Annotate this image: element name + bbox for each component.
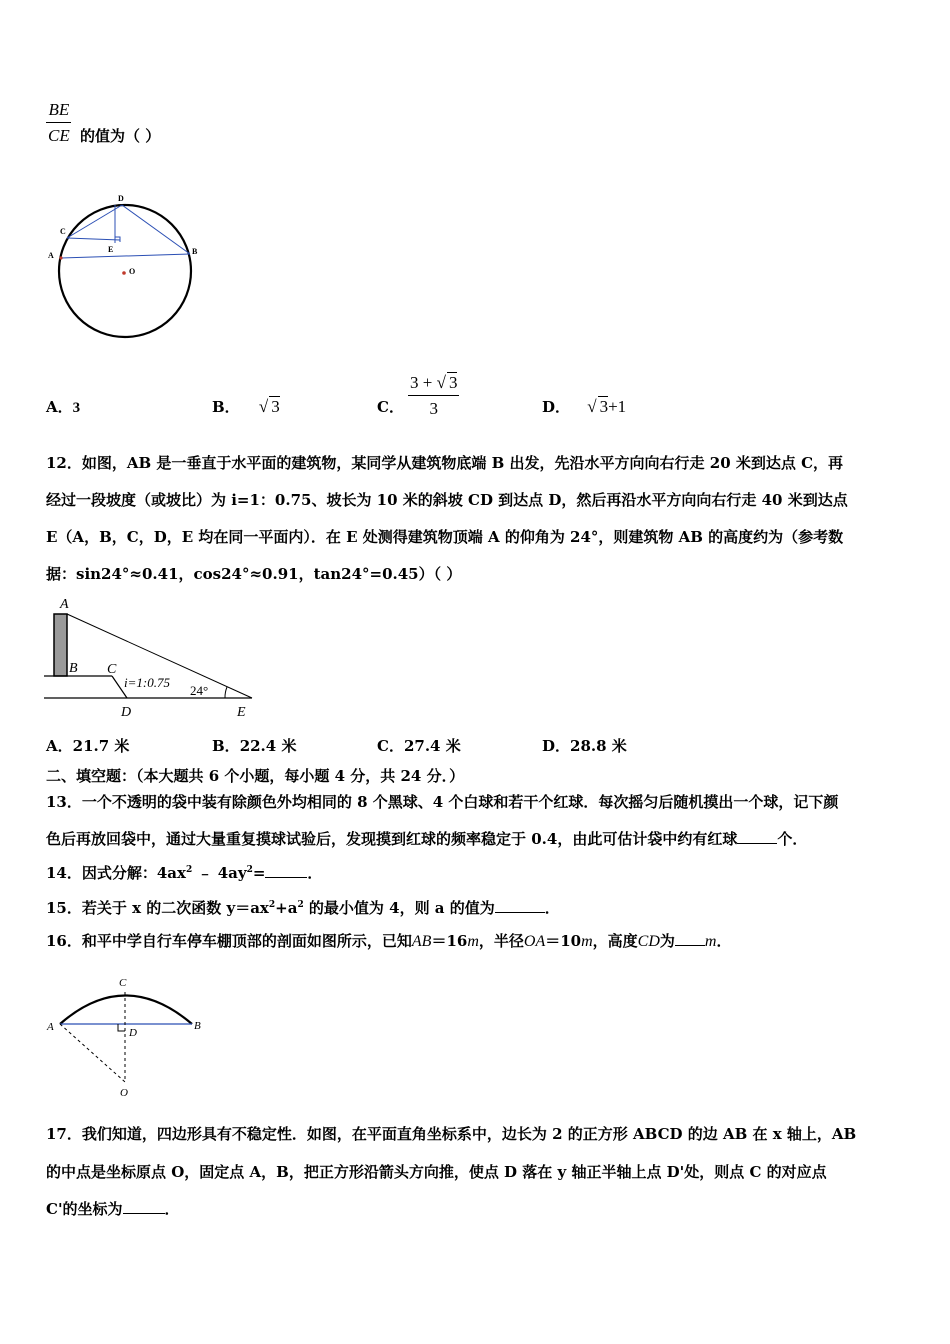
q13-answer-blank[interactable]	[737, 843, 777, 844]
q12-option-b[interactable]	[212, 735, 296, 756]
q11-segment-cd	[67, 205, 122, 238]
q11-option-c-letter: C．	[377, 398, 404, 416]
q16-right-angle-mark	[118, 1024, 125, 1031]
q16-label-b: B	[194, 1020, 201, 1032]
q11-option-c-denominator: 3	[429, 399, 438, 418]
q13-line-2	[46, 832, 807, 847]
q14-answer-blank[interactable]	[265, 877, 307, 878]
q12-label-c: C	[107, 662, 117, 677]
q16-arc-figure	[40, 972, 215, 1102]
q16-arc-acb	[60, 996, 192, 1025]
q12-option-a-value: 21.7 米	[72, 737, 130, 755]
q13-line-1: 13．一个不透明的袋中装有除颜色外均相同的 8 个黑球、4 个白球和若干个红球．每次摇匀后随机摸出一个球，记下颜	[46, 793, 839, 811]
q12-line-4: 据：sin24°≈0.41，cos24°≈0.91，tan24°=0.45）（ ）	[46, 565, 462, 583]
q11-chord-ab	[61, 252, 189, 256]
q16-label-a: A	[47, 1021, 54, 1033]
q13-line-2-tail: 个．	[777, 830, 808, 848]
q17-answer-blank[interactable]	[123, 1213, 165, 1214]
q12-line-1: 12．如图，AB 是一垂直于水平面的建筑物，某同学从建筑物底端 B 出发，先沿水平方向向右行走 20 米到达点 C，再	[46, 454, 844, 472]
q12-label-d: D	[121, 705, 132, 720]
q11-chord-ac-db	[61, 254, 190, 258]
q12-label-angle: 24°	[190, 683, 209, 698]
q11-frac-numerator: BE	[46, 100, 71, 123]
q12-line-3: E（A，B，C，D，E 均在同一平面内）．在 E 处测得建筑物顶端 A 的仰角为 24°，则建筑物 AB 的高度约为（参考数	[46, 528, 844, 546]
q12-option-a-letter: A．	[46, 737, 73, 755]
q11-option-c-radicand: 3	[448, 373, 458, 392]
q11-option-d[interactable]	[542, 396, 626, 417]
q16-line: 16．和平中学自行车停车棚顶部的剖面如图所示，已知AB＝16m，半径OA＝10m，高度CD为 m．	[46, 932, 732, 950]
q11-option-b-letter: B．	[212, 398, 240, 416]
q11-point-a	[59, 256, 62, 259]
q11-option-b-value: √ 3	[258, 397, 280, 416]
q11-frac-denominator: CE	[48, 126, 70, 145]
q12-label-slope: i=1:0.75	[124, 675, 170, 690]
q11-label-b: B	[192, 247, 198, 256]
q12-option-c-value: 27.4 米	[403, 737, 461, 755]
q11-option-a[interactable]	[46, 396, 80, 417]
q13-line-2-text: 色后再放回袋中，通过大量重复摸球试验后，发现摸到红球的频率稳定于 0.4，由此可估计袋中约有红球	[46, 830, 738, 848]
q11-option-c-numerator: 3 + √ 3	[408, 372, 459, 396]
q11-label-c: C	[60, 227, 66, 236]
q12-option-d-value: 28.8 米	[570, 737, 627, 755]
q17-line-3: C'的坐标为 ．	[46, 1200, 180, 1218]
q11-label-e: E	[108, 245, 114, 254]
q15-answer-blank[interactable]	[495, 912, 545, 913]
q11-option-a-letter: A．	[46, 398, 73, 416]
q11-circle	[59, 205, 191, 337]
q11-option-d-value: √ 3+1	[587, 397, 627, 416]
q16-label-c: C	[119, 977, 127, 989]
q11-stem-tail: 的值为（ ）	[80, 127, 161, 145]
q11-segment-ce	[67, 238, 120, 240]
q17-line-1: 17．我们知道，四边形具有不稳定性．如图，在平面直角坐标系中，边长为 2 的正方形 ABCD 的边 AB 在 x 轴上，AB	[46, 1125, 857, 1143]
q12-option-a[interactable]	[46, 735, 129, 756]
q12-line-2: 经过一段坡度（或坡比）为 i=1：0.75、坡长为 10 米的斜坡 CD 到达点 D，然后再沿水平方向向右行走 40 米到达点	[46, 491, 848, 509]
q17-line-2: 的中点是坐标原点 O，固定点 A，B，把正方形沿箭头方向推，使点 D 落在 y 轴正半轴上点 D'处，则点 C 的对应点	[46, 1163, 827, 1181]
q11-circle-figure	[40, 188, 210, 348]
q11-option-c-fraction	[408, 372, 459, 419]
q11-option-a-value: 3	[72, 400, 81, 416]
q12-building-figure	[40, 592, 265, 724]
q16-label-o: O	[120, 1087, 128, 1099]
q11-label-a: A	[48, 251, 54, 260]
q12-option-b-value: 22.4 米	[239, 737, 297, 755]
q12-option-c[interactable]	[377, 735, 461, 756]
q11-point-o	[122, 271, 126, 275]
q11-option-b-radicand: 3	[271, 397, 280, 416]
q11-label-o: O	[129, 267, 136, 276]
q12-option-d-letter: D．	[542, 737, 571, 755]
q16-answer-blank[interactable]	[675, 945, 705, 946]
q12-label-a: A	[60, 597, 69, 612]
q11-option-d-radicand: 3	[599, 397, 609, 416]
q15-line: 15．若关于 x 的二次函数 $y=ax^2+a^2$ 的最小值为 4，则 a 的值为 ．	[46, 899, 560, 917]
q11-stem	[46, 100, 72, 146]
section-2-heading: 二、填空题：（本大题共 6 个小题，每小题 4 分，共 24 分．）	[46, 767, 465, 785]
q11-option-c[interactable]	[377, 396, 404, 417]
q14-line: 14．因式分解：$4ax^2$ ﹣ $4ay^2=$ ．	[46, 864, 323, 882]
q16-segment-ao	[60, 1024, 125, 1082]
q12-building	[54, 614, 67, 676]
q11-label-d: D	[118, 194, 124, 203]
q11-fraction	[46, 100, 72, 146]
q12-label-e: E	[237, 705, 246, 720]
q12-angle-arc	[225, 687, 227, 698]
q11-option-d-letter: D．	[542, 398, 571, 416]
q11-option-b[interactable]	[212, 396, 280, 417]
q12-option-c-letter: C．	[377, 737, 404, 755]
q12-option-b-letter: B．	[212, 737, 240, 755]
q12-option-d[interactable]	[542, 735, 627, 756]
q12-label-b: B	[69, 661, 78, 676]
q16-label-d: D	[129, 1027, 137, 1039]
